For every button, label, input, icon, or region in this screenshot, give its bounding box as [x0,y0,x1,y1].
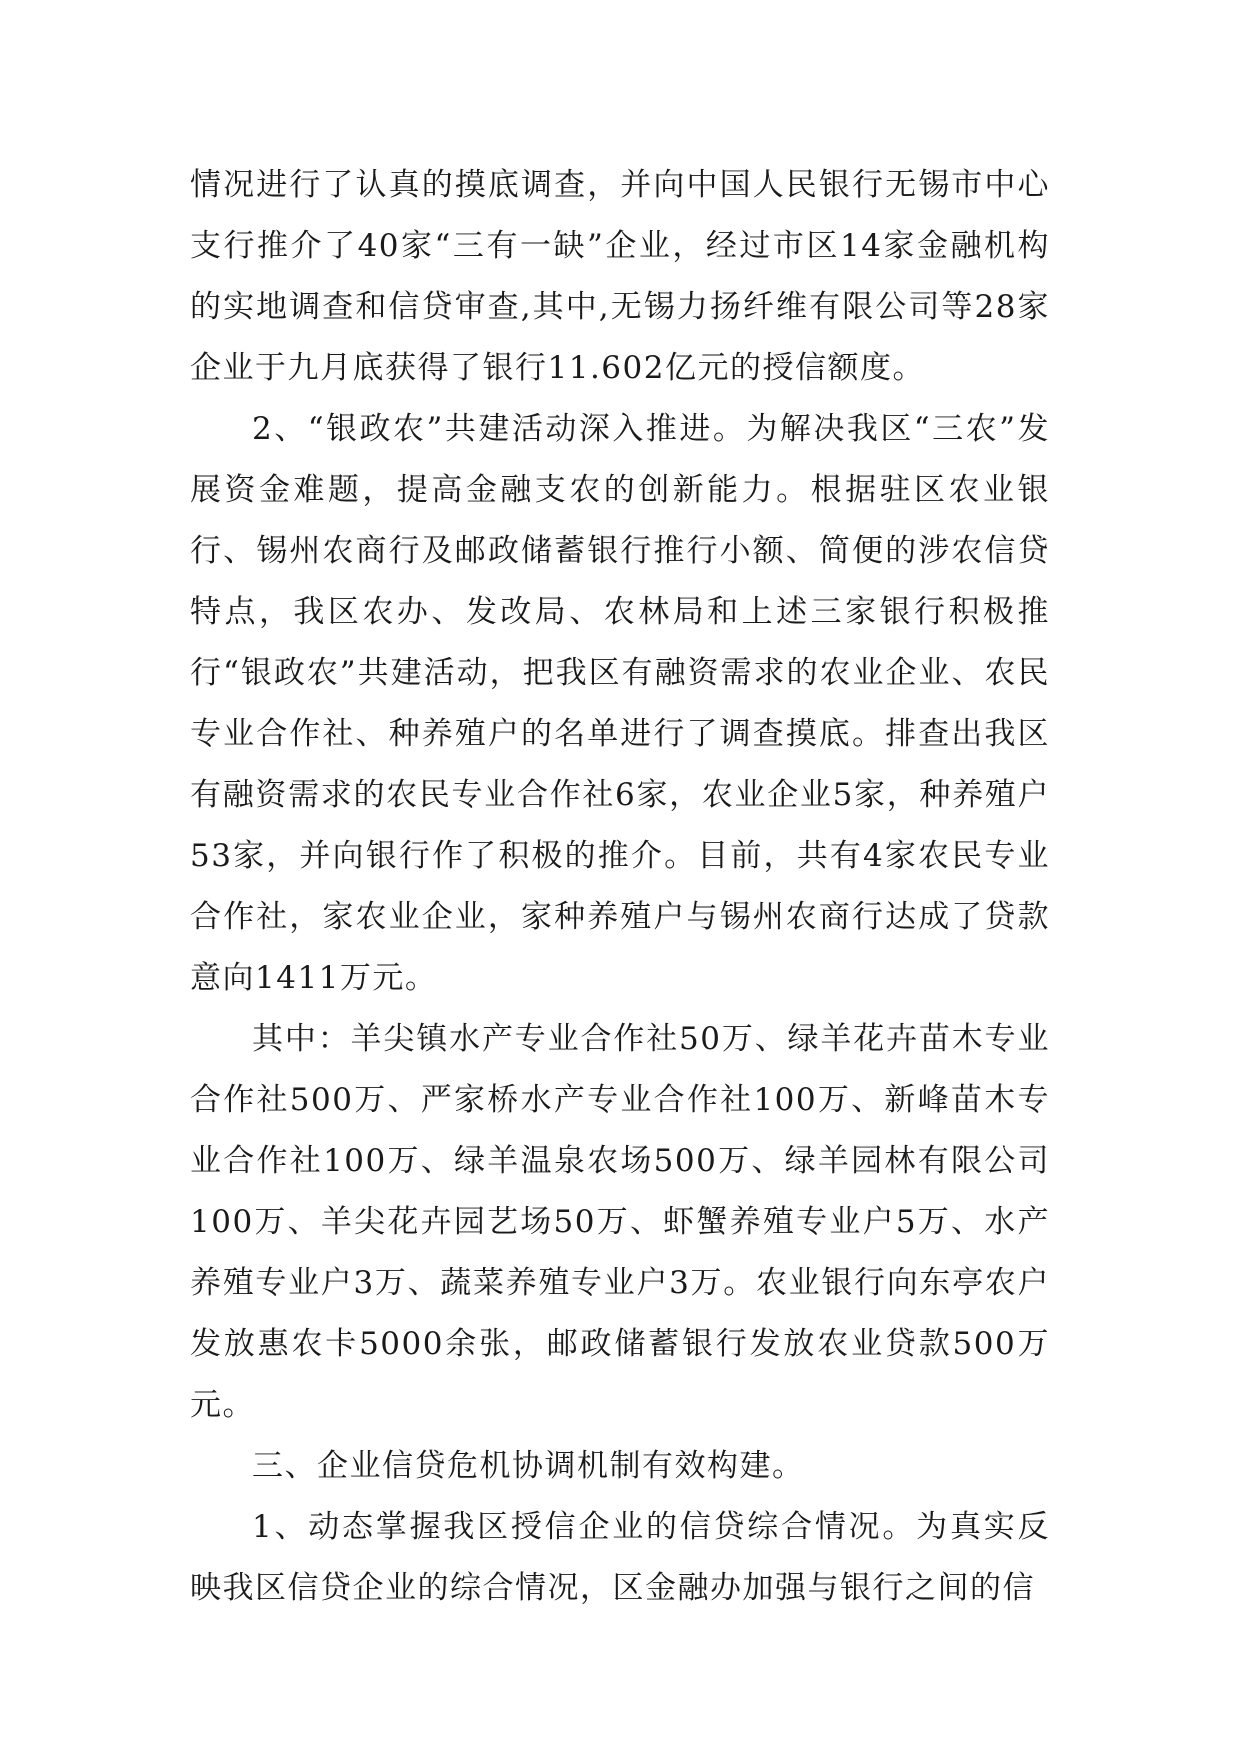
paragraph-credit-survey: 情况进行了认真的摸底调查，并向中国人民银行无锡市中心支行推介了40家“三有一缺”企业，经过市区14家金融机构的实地调查和信贷审查,其中,无锡力扬纤维有限公司等28家企业于九月底获得了银行11.602亿元的授信额度。 [190,167,1050,386]
body-text [190,155,1050,1619]
paragraph-credit-monitoring: 1、动态掌握我区授信企业的信贷综合情况。为真实反映我区信贷企业的综合情况，区金融办加强与银行之间的信 [190,1509,1050,1606]
paragraph-loan-details: 其中：羊尖镇水产专业合作社50万、绿羊花卉苗木专业合作社500万、严家桥水产专业合作社100万、新峰苗木专业合作社100万、绿羊温泉农场500万、绿羊园林有限公司100万、羊尖花卉园艺场50万、虾蟹养殖专业户5万、水产养殖专业户3万、蔬菜养殖专业户3万。农业银行向东亭农户发放惠农卡5000余张，邮政储蓄银行发放农业贷款500万元。 [190,1021,1050,1423]
paragraph-bank-government-farmer: 2、“银政农”共建活动深入推进。为解决我区“三农”发展资金难题，提高金融支农的创新能力。根据驻区农业银行、锡州农商行及邮政储蓄银行推行小额、简便的涉农信贷特点，我区农办、发改局、农林局和上述三家银行积极推行“银政农”共建活动，把我区有融资需求的农业企业、农民专业合作社、种养殖户的名单进行了调查摸底。排查出我区有融资需求的农民专业合作社6家，农业企业5家，种养殖户53家，并向银行作了积极的推介。目前，共有4家农民专业合作社，家农业企业，家种养殖户与锡州农商行达成了贷款意向1411万元。 [190,411,1050,996]
section-heading-credit-crisis: 三、企业信贷危机协调机制有效构建。 [252,1448,805,1484]
